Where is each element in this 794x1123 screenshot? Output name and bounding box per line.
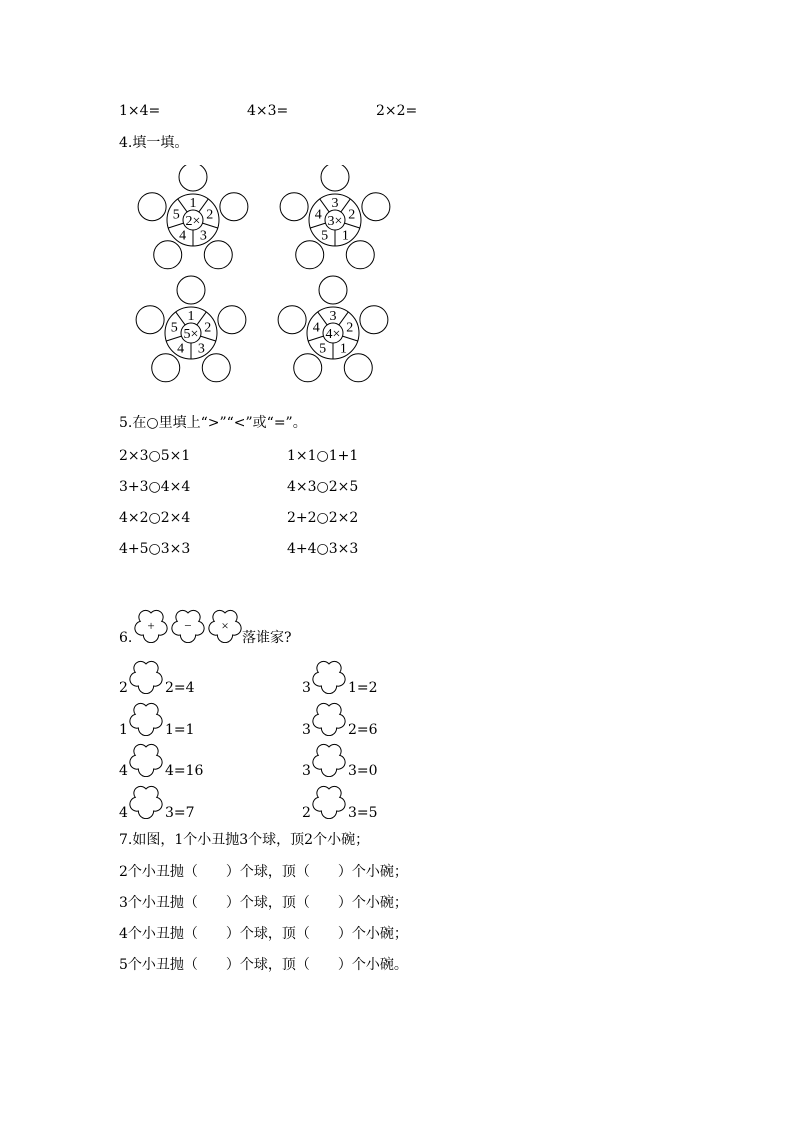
answer-circle[interactable] <box>294 354 322 382</box>
answer-circle[interactable] <box>280 193 308 221</box>
flower-blank[interactable] <box>312 660 346 698</box>
flower-icon <box>312 785 346 819</box>
q6-left-operand: 4 <box>119 763 128 779</box>
flower-blank[interactable] <box>129 743 163 781</box>
multiplication-wheel <box>136 276 246 382</box>
wheel-center: 4× <box>325 327 341 342</box>
wheel-segment: 2 <box>206 207 214 223</box>
wheel-segment: 5 <box>319 341 327 357</box>
wheel-segment: 3 <box>329 309 337 324</box>
q4-title: 4.填一填。 <box>119 135 189 151</box>
answer-circle[interactable] <box>136 306 164 334</box>
answer-circle[interactable] <box>218 306 246 334</box>
flower-icon <box>312 702 346 736</box>
answer-circle[interactable] <box>296 241 324 269</box>
answer-circle[interactable] <box>138 193 166 221</box>
answer-circle[interactable] <box>362 193 390 221</box>
flower-icon <box>129 785 163 819</box>
q5-right-3: 2+2○2×2 <box>287 510 359 526</box>
answer-circle[interactable] <box>177 276 205 304</box>
q6-right-part: 3=5 <box>348 805 378 821</box>
q4-wheels <box>0 165 794 405</box>
q7-line-2: 3个小丑抛（ ）个球，顶（ ）个小碗； <box>119 895 408 911</box>
flower-sign-times: × <box>221 618 229 633</box>
wheel-segment: 2 <box>348 207 356 223</box>
q3-item: 1×4= <box>119 103 161 119</box>
answer-circle[interactable] <box>346 241 374 269</box>
answer-circle[interactable] <box>154 241 182 269</box>
q6-left-operand: 1 <box>119 722 128 738</box>
flower-icon <box>129 660 163 694</box>
q6-left-operand: 3 <box>302 763 311 779</box>
answer-circle[interactable] <box>204 241 232 269</box>
answer-circle[interactable] <box>152 354 180 382</box>
wheel-segment: 4 <box>177 341 185 357</box>
answer-circle[interactable] <box>319 276 347 304</box>
wheel-segment: 3 <box>197 341 205 357</box>
q5-left-3: 4×2○2×4 <box>119 510 191 526</box>
wheel-segment: 2 <box>346 320 354 336</box>
flower-icon <box>129 743 163 777</box>
q5-right-1: 1×1○1+1 <box>287 448 359 464</box>
wheel-center: 5× <box>183 327 199 342</box>
answer-circle[interactable] <box>179 165 207 191</box>
wheel-center: 2× <box>185 214 201 229</box>
wheel-segment: 3 <box>199 228 207 244</box>
wheel-segment: 1 <box>187 309 195 324</box>
flower-blank[interactable] <box>129 660 163 698</box>
multiplication-wheel <box>280 165 390 269</box>
q6-left-operand: 3 <box>302 680 311 696</box>
wheel-segment: 1 <box>189 196 197 211</box>
wheel-segment: 5 <box>172 207 180 223</box>
q6-right-part: 2=4 <box>165 680 195 696</box>
q7-line-1: 2个小丑抛（ ）个球，顶（ ）个小碗； <box>119 864 408 880</box>
wheel-segment: 4 <box>179 228 187 244</box>
answer-circle[interactable] <box>278 306 306 334</box>
wheel-center: 3× <box>327 214 343 229</box>
q3-item: 2×2= <box>376 103 418 119</box>
flower-blank[interactable] <box>129 702 163 740</box>
q6-right-part: 1=2 <box>348 680 378 696</box>
flower-sign-minus: − <box>184 618 192 633</box>
flower-blank[interactable] <box>312 785 346 823</box>
q5-left-1: 2×3○5×1 <box>119 448 191 464</box>
q7-line-4: 5个小丑抛（ ）个球，顶（ ）个小碗。 <box>119 957 408 973</box>
q6-right-part: 3=0 <box>348 763 378 779</box>
q5-left-4: 4+5○3×3 <box>119 541 191 557</box>
q5-right-4: 4+4○3×3 <box>287 541 359 557</box>
wheel-segment: 2 <box>204 320 212 336</box>
wheel-segment: 5 <box>170 320 178 336</box>
flower-icon <box>129 702 163 736</box>
wheel-segment: 3 <box>331 196 339 211</box>
q6-sign-flowers <box>134 609 244 643</box>
answer-circle[interactable] <box>321 165 349 191</box>
q7-line-3: 4个小丑抛（ ）个球，顶（ ）个小碗； <box>119 926 408 942</box>
wheel-segment: 5 <box>321 228 329 244</box>
flower-sign-plus: + <box>147 618 155 633</box>
q6-left-operand: 4 <box>119 805 128 821</box>
q5-right-2: 4×3○2×5 <box>287 479 359 495</box>
flower-icon <box>312 743 346 777</box>
q6-right-part: 3=7 <box>165 805 195 821</box>
answer-circle[interactable] <box>344 354 372 382</box>
flower-blank[interactable] <box>129 785 163 823</box>
flower-icon <box>135 610 167 642</box>
q7-title: 7.如图，1个小丑抛3个球，顶2个小碗； <box>119 832 370 848</box>
wheel-segment: 4 <box>314 207 322 223</box>
wheel-segment: 1 <box>339 341 347 357</box>
flower-icon <box>209 610 241 642</box>
multiplication-wheel <box>138 165 248 269</box>
q6-right-part: 2=6 <box>348 722 378 738</box>
answer-circle[interactable] <box>202 354 230 382</box>
flower-icon <box>312 660 346 694</box>
q5-left-2: 3+3○4×4 <box>119 479 191 495</box>
q6-left-operand: 3 <box>302 722 311 738</box>
q6-right-part: 4=16 <box>165 763 204 779</box>
flower-blank[interactable] <box>312 702 346 740</box>
q6-right-part: 1=1 <box>165 722 195 738</box>
flower-blank[interactable] <box>312 743 346 781</box>
q5-title: 5.在○里填上“>”“<”或“=”。 <box>119 415 307 431</box>
wheel-segment: 4 <box>312 320 320 336</box>
q6-suffix: 落谁家? <box>242 630 292 646</box>
flower-icon <box>172 610 204 642</box>
q6-left-operand: 2 <box>302 805 311 821</box>
q6-number: 6. <box>119 630 133 646</box>
q3-item: 4×3= <box>247 103 289 119</box>
answer-circle[interactable] <box>220 193 248 221</box>
q6-left-operand: 2 <box>119 680 128 696</box>
wheel-segment: 1 <box>341 228 349 244</box>
multiplication-wheel <box>278 276 388 382</box>
answer-circle[interactable] <box>360 306 388 334</box>
